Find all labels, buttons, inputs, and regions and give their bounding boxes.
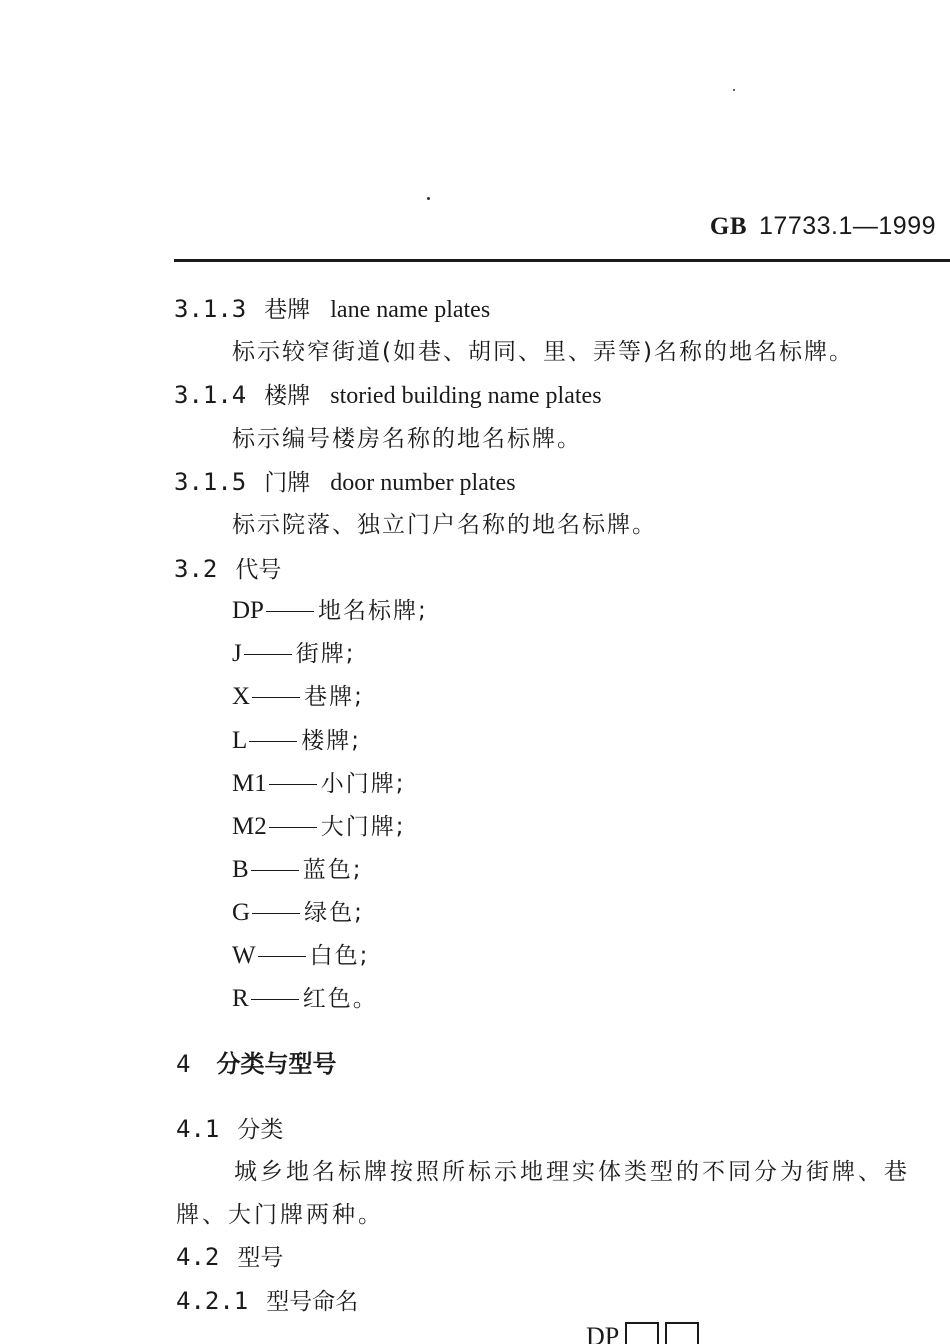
formula-prefix: DP	[586, 1322, 620, 1344]
definition-3-1-4: 标示编号楼房名称的地名标牌。	[232, 426, 582, 452]
em-dash	[269, 784, 317, 785]
code-item	[232, 769, 405, 799]
code-description: 巷牌;	[304, 684, 364, 710]
section-heading-3-1-3	[174, 294, 490, 325]
code-description: 街牌;	[295, 641, 356, 667]
code-item	[232, 639, 355, 669]
code-description: 红色。	[302, 986, 378, 1012]
formula-box	[665, 1322, 699, 1344]
code-item	[232, 682, 364, 712]
section-number: 3.2	[174, 555, 218, 583]
chapter-title: 分类与型号	[216, 1050, 337, 1078]
section-title: 型号	[237, 1245, 284, 1271]
scan-speck	[733, 89, 735, 91]
section-number: 3.1.5	[174, 468, 247, 496]
term-chinese: 巷牌	[264, 297, 311, 323]
em-dash	[252, 697, 300, 698]
code-symbol: W	[232, 942, 256, 969]
section-heading-4-1	[176, 1114, 303, 1145]
term-chinese: 楼牌	[264, 383, 311, 409]
em-dash	[251, 999, 299, 1000]
model-formula	[586, 1322, 699, 1344]
em-dash	[258, 956, 306, 957]
definition-3-1-5: 标示院落、独立门户名称的地名标牌。	[232, 512, 657, 538]
em-dash	[251, 870, 299, 871]
section-heading-3-1-4	[174, 380, 602, 411]
code-item	[232, 812, 405, 842]
scan-speck	[427, 197, 430, 200]
em-dash	[252, 913, 300, 914]
code-description: 楼牌;	[301, 728, 362, 754]
em-dash	[244, 654, 292, 655]
formula-box	[625, 1322, 659, 1344]
em-dash	[269, 827, 317, 828]
code-item	[232, 984, 378, 1014]
section-heading-3-1-5	[174, 467, 516, 498]
code-symbol: DP	[232, 597, 264, 624]
term-english: lane name plates	[330, 297, 491, 323]
code-symbol: J	[232, 640, 242, 667]
code-description: 蓝色;	[302, 857, 363, 883]
paragraph-line: 城乡地名标牌按照所标示地理实体类型的不同分为街牌、巷	[234, 1159, 910, 1185]
term-chinese: 门牌	[264, 470, 311, 496]
section-number: 4.2.1	[176, 1287, 249, 1315]
section-number: 3.1.3	[174, 295, 247, 323]
section-heading-4-2-1	[176, 1286, 378, 1317]
code-item	[232, 596, 428, 626]
standard-number-header	[710, 212, 936, 241]
section-number: 3.1.4	[174, 381, 247, 409]
em-dash	[266, 611, 314, 612]
code-item	[232, 855, 362, 885]
code-description: 大门牌;	[320, 814, 406, 840]
code-description: 绿色;	[304, 900, 364, 926]
code-symbol: X	[232, 683, 251, 710]
code-item	[232, 726, 361, 756]
chapter-number: 4	[176, 1050, 191, 1078]
code-item	[232, 941, 369, 971]
section-title: 分类	[237, 1117, 284, 1143]
code-item	[232, 898, 364, 928]
section-heading-4-2	[176, 1242, 303, 1273]
em-dash	[249, 741, 297, 742]
header-rule	[174, 259, 950, 262]
section-number: 4.2	[176, 1243, 220, 1271]
paragraph-line: 牌、大门牌两种。	[176, 1202, 384, 1228]
code-symbol: L	[232, 727, 248, 754]
code-symbol: B	[232, 856, 249, 883]
code-description: 白色;	[309, 943, 370, 969]
code-symbol: M1	[232, 770, 267, 797]
standard-prefix: GB	[709, 213, 748, 240]
code-description: 小门牌;	[320, 771, 406, 797]
chapter-heading-4	[176, 1049, 336, 1079]
code-symbol: M2	[232, 813, 267, 840]
section-title: 型号命名	[266, 1289, 359, 1315]
standard-number: 17733.1—1999	[759, 212, 936, 240]
code-symbol: R	[232, 985, 249, 1012]
section-number: 4.1	[176, 1115, 220, 1143]
code-symbol: G	[232, 899, 251, 926]
term-english: storied building name plates	[330, 383, 602, 409]
section-title: 代号	[235, 557, 282, 583]
term-english: door number plates	[330, 470, 516, 496]
section-heading-3-2	[174, 554, 301, 585]
code-description: 地名标牌;	[317, 598, 428, 624]
definition-3-1-3: 标示较窄街道(如巷、胡同、里、弄等)名称的地名标牌。	[232, 339, 854, 365]
